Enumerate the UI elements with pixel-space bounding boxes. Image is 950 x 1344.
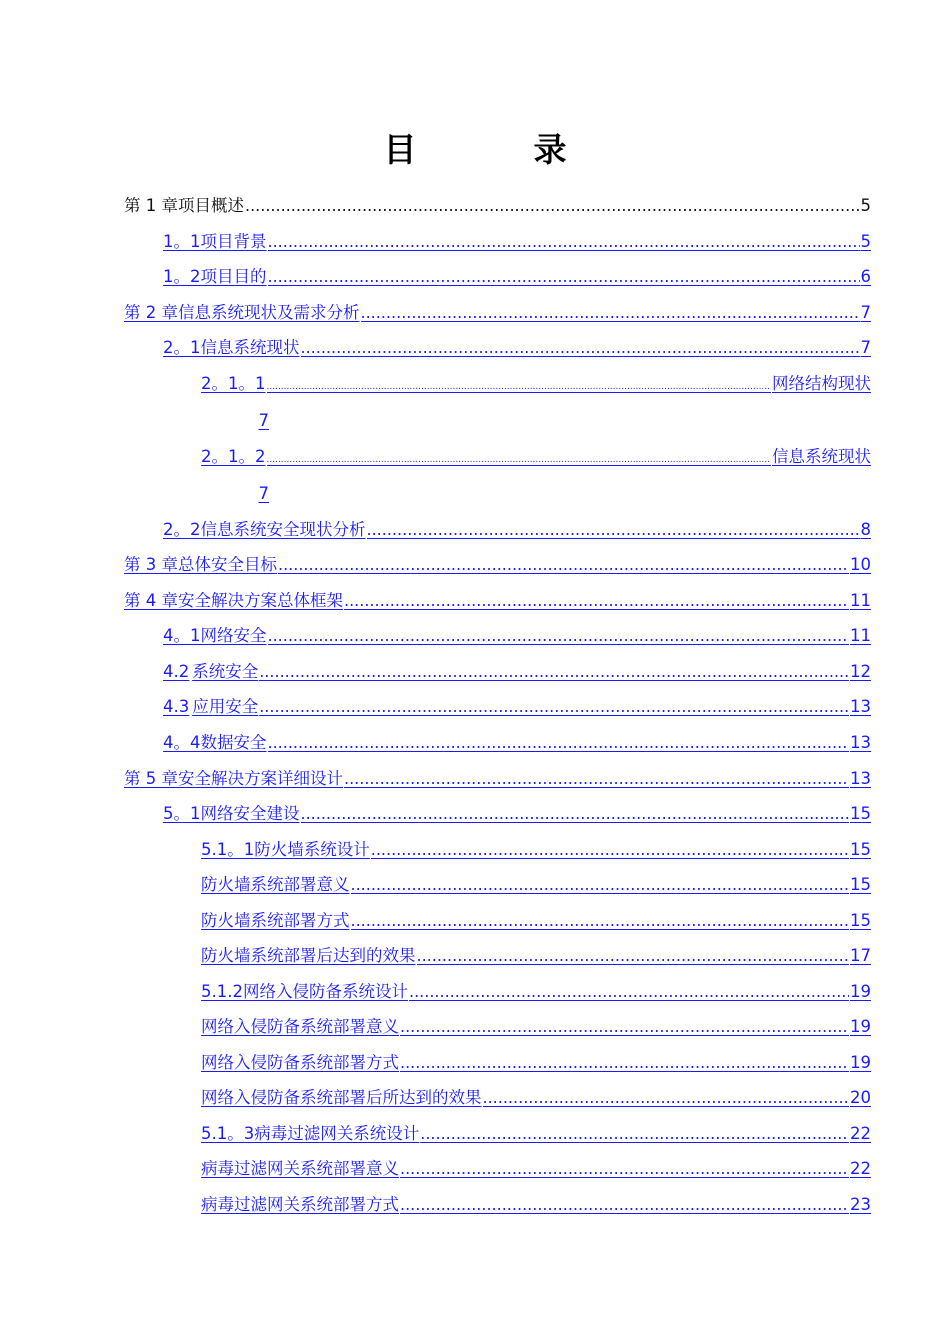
toc-label: 网络入侵防备系统部署意义 xyxy=(201,1017,399,1036)
toc-entry-1-1[interactable] xyxy=(163,228,871,256)
toc-page-continued[interactable]: 7 xyxy=(258,484,269,503)
toc-label: 项目背景 xyxy=(200,232,267,251)
toc-leader xyxy=(301,800,850,828)
toc-entry-2-1-2[interactable] xyxy=(201,443,871,471)
toc-leader xyxy=(267,446,772,474)
toc-page: 5 xyxy=(860,196,871,215)
toc-entry-2-2[interactable] xyxy=(163,516,871,544)
toc-leader xyxy=(417,942,850,970)
toc-entry-5-1-2[interactable] xyxy=(201,978,871,1006)
toc-page: 11 xyxy=(850,626,871,645)
toc-page: 11 xyxy=(850,591,871,610)
toc-label: 病毒过滤网关系统部署方式 xyxy=(201,1195,399,1214)
toc-number: 第 1 章 xyxy=(124,196,178,215)
toc-label: 项目目的 xyxy=(200,267,267,286)
toc-entry-firewall-significance[interactable] xyxy=(201,871,871,899)
toc-label: 病毒过滤网关系统部署意义 xyxy=(201,1159,399,1178)
toc-entry-5-1[interactable] xyxy=(163,800,871,828)
toc-page: 23 xyxy=(850,1195,871,1214)
toc-label: 病毒过滤网关系统设计 xyxy=(254,1124,420,1143)
toc-number: 4。1 xyxy=(163,626,201,645)
toc-number: 第 3 章 xyxy=(124,555,178,574)
toc-number: 第 4 章 xyxy=(124,591,178,610)
toc-label: 安全解决方案总体框架 xyxy=(178,591,343,610)
toc-leader xyxy=(367,516,860,544)
toc-leader xyxy=(278,551,849,579)
toc-page: 19 xyxy=(850,1017,871,1036)
toc-entry-ips-effect[interactable] xyxy=(201,1084,871,1112)
toc-label: 网络安全 xyxy=(200,626,267,645)
toc-label: 信息系统现状及需求分析 xyxy=(178,303,360,322)
toc-number: 2。1。2 xyxy=(201,447,266,466)
toc-label: 系统安全 xyxy=(192,662,259,681)
toc-entry-2-1-1[interactable] xyxy=(201,370,871,398)
toc-page: 7 xyxy=(860,303,871,322)
toc-label: 网络结构现状 xyxy=(772,374,871,393)
toc-number: 5。1 xyxy=(163,804,201,823)
toc-label: 网络入侵防备系统设计 xyxy=(242,982,408,1001)
toc-page: 22 xyxy=(850,1124,871,1143)
toc-number: 2。1。1 xyxy=(201,374,266,393)
toc-number: 5.1。3 xyxy=(201,1124,255,1143)
toc-entry-4-1[interactable] xyxy=(163,622,871,650)
toc-leader xyxy=(268,729,850,757)
toc-entry-chapter-5[interactable] xyxy=(124,765,871,793)
toc-entry-5-1-3[interactable] xyxy=(201,1120,871,1148)
page-title: 目 录 xyxy=(383,130,609,169)
toc-leader xyxy=(301,334,860,362)
toc-page: 15 xyxy=(850,804,871,823)
toc-leader xyxy=(344,765,849,793)
toc-leader xyxy=(361,299,860,327)
toc-number: 4.3 xyxy=(163,697,190,716)
toc-leader xyxy=(267,373,772,401)
toc-entry-av-gateway-method[interactable] xyxy=(201,1191,871,1219)
toc-label: 总体安全目标 xyxy=(178,555,277,574)
toc-leader xyxy=(268,228,860,256)
toc-label: 网络安全建设 xyxy=(200,804,300,823)
toc-page: 5 xyxy=(860,232,871,251)
toc-label: 防火墙系统部署方式 xyxy=(201,911,350,930)
toc-label: 应用安全 xyxy=(192,697,259,716)
toc-page: 6 xyxy=(860,267,871,286)
toc-page: 19 xyxy=(850,982,871,1001)
toc-leader xyxy=(420,1120,849,1148)
toc-entry-4-4[interactable] xyxy=(163,729,871,757)
toc-leader xyxy=(259,693,849,721)
toc-label: 数据安全 xyxy=(200,733,267,752)
toc-entry-chapter-3[interactable] xyxy=(124,551,871,579)
toc-page: 8 xyxy=(860,520,871,539)
toc-leader xyxy=(351,907,850,935)
toc-page: 10 xyxy=(850,555,871,574)
toc-entry-ips-method[interactable] xyxy=(201,1049,871,1077)
toc-page: 13 xyxy=(850,769,871,788)
toc-page: 22 xyxy=(850,1159,871,1178)
toc-entry-4-3[interactable] xyxy=(163,693,871,721)
toc-number: 第 5 章 xyxy=(124,769,178,788)
toc-number: 1。2 xyxy=(163,267,201,286)
toc-entry-ips-significance[interactable] xyxy=(201,1013,871,1041)
toc-page: 13 xyxy=(850,733,871,752)
toc-leader xyxy=(259,658,849,686)
toc-label: 信息系统现状 xyxy=(200,338,300,357)
toc-page: 13 xyxy=(850,697,871,716)
toc-page: 15 xyxy=(850,911,871,930)
toc-label: 网络入侵防备系统部署方式 xyxy=(201,1053,399,1072)
toc-leader xyxy=(351,871,850,899)
toc-leader xyxy=(400,1155,849,1183)
toc-entry-av-gateway-significance[interactable] xyxy=(201,1155,871,1183)
toc-number: 4.2 xyxy=(163,662,190,681)
toc-number: 5.1.2 xyxy=(201,982,243,1001)
toc-page: 12 xyxy=(850,662,871,681)
toc-entry-2-1[interactable] xyxy=(163,334,871,362)
toc-page-continued[interactable]: 7 xyxy=(258,411,269,430)
toc-entry-firewall-method[interactable] xyxy=(201,907,871,935)
toc-page: 15 xyxy=(850,875,871,894)
toc-number: 2。1 xyxy=(163,338,201,357)
toc-entry-chapter-2[interactable] xyxy=(124,299,871,327)
toc-leader xyxy=(400,1013,849,1041)
toc-leader xyxy=(268,622,850,650)
toc-entry-1-2[interactable] xyxy=(163,263,871,291)
toc-label: 项目概述 xyxy=(178,196,244,215)
toc-label: 防火墙系统部署后达到的效果 xyxy=(201,946,416,965)
toc-leader xyxy=(400,1049,849,1077)
toc-number: 2。2 xyxy=(163,520,201,539)
toc-leader xyxy=(268,263,860,291)
toc-leader xyxy=(371,836,849,864)
toc-number: 1。1 xyxy=(163,232,201,251)
toc-label: 安全解决方案详细设计 xyxy=(178,769,343,788)
toc-page: 19 xyxy=(850,1053,871,1072)
toc-page: 15 xyxy=(850,840,871,859)
toc-leader xyxy=(245,192,860,220)
toc-leader xyxy=(409,978,849,1006)
toc-number: 4。4 xyxy=(163,733,201,752)
toc-page: 7 xyxy=(860,338,871,357)
toc-label: 信息系统安全现状分析 xyxy=(200,520,366,539)
toc-label: 防火墙系统设计 xyxy=(254,840,370,859)
toc-label: 防火墙系统部署意义 xyxy=(201,875,350,894)
toc-label: 网络入侵防备系统部署后所达到的效果 xyxy=(201,1088,482,1107)
toc-entry-5-1-1[interactable] xyxy=(201,836,871,864)
toc-leader xyxy=(483,1084,850,1112)
toc-leader xyxy=(344,587,849,615)
toc-entry-chapter-1[interactable] xyxy=(124,192,871,220)
toc-number: 第 2 章 xyxy=(124,303,178,322)
toc-page: 20 xyxy=(850,1088,871,1107)
toc-entry-firewall-effect[interactable] xyxy=(201,942,871,970)
toc-entry-chapter-4[interactable] xyxy=(124,587,871,615)
toc-leader xyxy=(400,1191,849,1219)
toc-number: 5.1。1 xyxy=(201,840,255,859)
toc-label: 信息系统现状 xyxy=(772,447,871,466)
toc-entry-4-2[interactable] xyxy=(163,658,871,686)
toc-page: 17 xyxy=(850,946,871,965)
